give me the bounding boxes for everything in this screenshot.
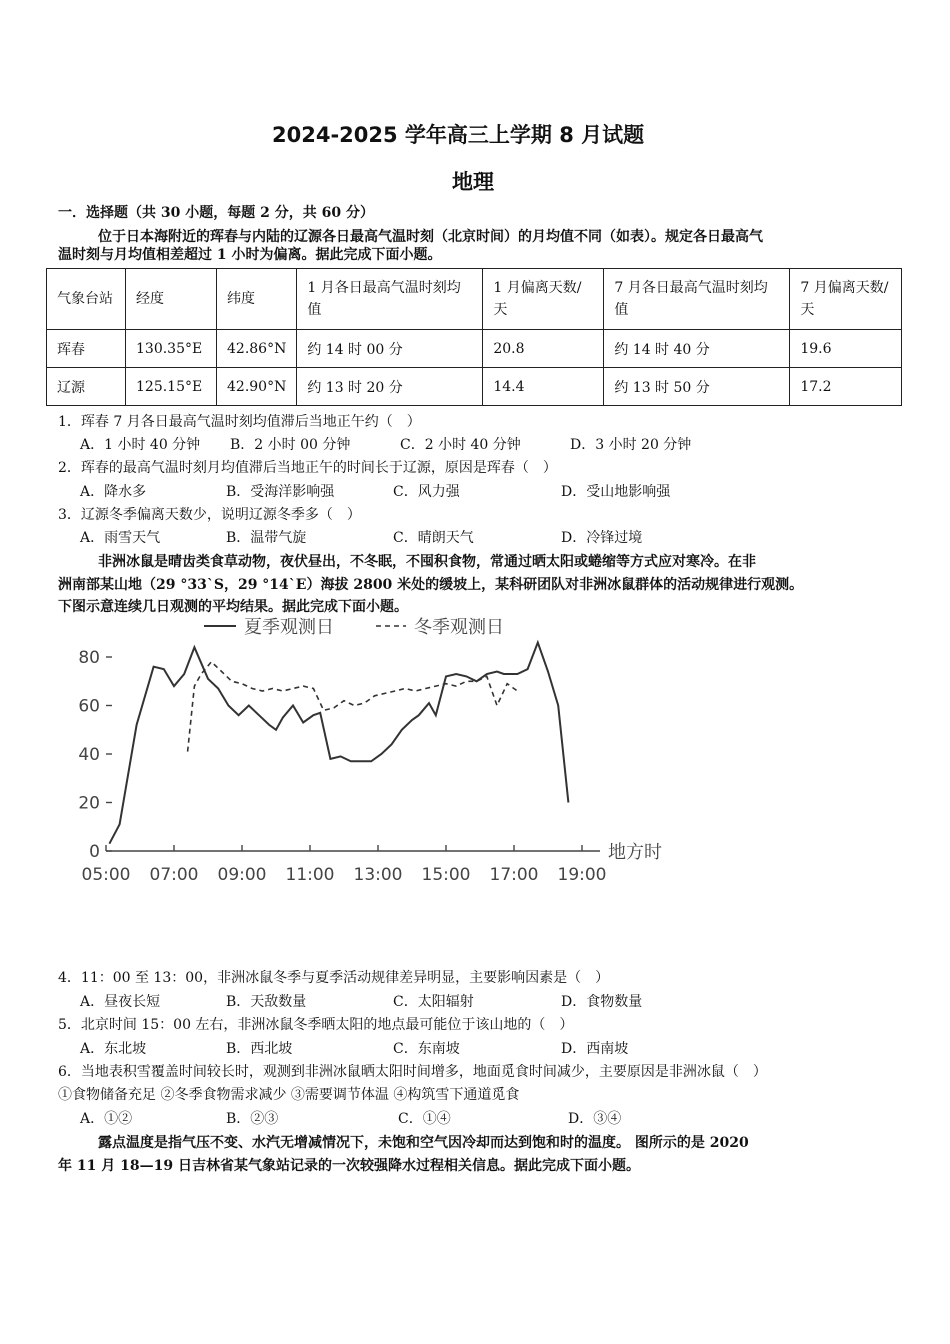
question-6-stem: 6．当地表积雪覆盖时间较长时，观测到非洲冰鼠晒太阳时间增多，地面觅食时间减少，主要原因是非洲冰鼠（ ）	[58, 1064, 767, 1080]
option-b[interactable]: B．西北坡	[226, 1041, 293, 1057]
option-a[interactable]: A．雨雪天气	[80, 530, 161, 546]
option-c[interactable]: C．东南坡	[393, 1041, 460, 1057]
exam-title: 2024-2025 学年高三上学期 8 月试题	[272, 123, 645, 147]
table-cell: 约 14 时 00 分	[297, 330, 483, 368]
option-a[interactable]: A．1 小时 40 分钟	[80, 437, 201, 453]
y-tick-label: 20	[78, 793, 100, 814]
question-5-stem: 5．北京时间 15：00 左右，非洲冰鼠冬季晒太阳的地点最可能位于该山地的（ ）	[58, 1017, 574, 1033]
passage1-line1: 位于日本海附近的珲春与内陆的辽源各日最高气温时刻（北京时间）的月均值不同（如表）。规定各日最高气	[98, 229, 763, 245]
option-d[interactable]: D．西南坡	[561, 1041, 629, 1057]
table-cell: 42.86°N	[217, 330, 297, 368]
passage1-line2: 温时刻与月均值相差超过 1 小时为偏离。据此完成下面小题。	[58, 247, 442, 263]
option-a[interactable]: A．①②	[80, 1111, 133, 1127]
table-cell: 125.15°E	[126, 368, 217, 406]
option-c[interactable]: C．2 小时 40 分钟	[400, 437, 521, 453]
question-2-stem: 2．珲春的最高气温时刻月均值滞后当地正午的时间长于辽源，原因是珲春（ ）	[58, 460, 557, 476]
option-a[interactable]: A．昼夜长短	[80, 994, 161, 1010]
option-b[interactable]: B．②③	[226, 1111, 279, 1127]
option-d[interactable]: D．③④	[568, 1111, 622, 1127]
table-header-cell: 7 月各日最高气温时刻均值	[604, 269, 790, 330]
option-a[interactable]: A．降水多	[80, 484, 147, 500]
y-tick-label: 40	[78, 745, 100, 765]
y-tick-label: 0	[89, 842, 100, 862]
question-3-stem: 3．辽源冬季偏离天数少，说明辽源冬季多（ ）	[58, 507, 361, 523]
option-c[interactable]: C．太阳辐射	[393, 994, 474, 1010]
table-header-row	[47, 269, 902, 330]
y-tick-label: 60	[78, 696, 100, 717]
passage2-line3: 下图示意连续几日观测的平均结果。据此完成下面小题。	[58, 599, 408, 615]
passage3-line2: 年 11 月 18—19 日吉林省某气象站记录的一次较强降水过程相关信息。据此完成下面小题。	[58, 1158, 640, 1174]
x-tick-label: 07:00	[149, 865, 199, 885]
summer-series-line	[109, 643, 568, 844]
table-cell: 19.6	[790, 330, 902, 368]
table-cell: 130.35°E	[126, 330, 217, 368]
passage2-line2: 洲南部某山地（29 °33`S，29 °14`E）海拔 2800 米处的缓坡上，某科研团队对非洲冰鼠群体的活动规律进行观测。	[58, 577, 804, 593]
x-tick-label: 05:00	[81, 865, 131, 885]
table-header-cell: 7 月偏离天数/天	[790, 269, 902, 330]
subject-title: 地理	[452, 170, 494, 194]
table-cell: 辽源	[47, 368, 126, 406]
table-cell: 20.8	[483, 330, 604, 368]
option-b[interactable]: B．受海洋影响强	[226, 484, 335, 500]
legend-winter-label: 冬季观测日	[414, 617, 504, 638]
option-d[interactable]: D．3 小时 20 分钟	[570, 437, 692, 453]
table-cell: 约 14 时 40 分	[604, 330, 790, 368]
x-tick-label: 11:00	[285, 865, 335, 885]
question-4-stem: 4．11：00 至 13：00，非洲冰鼠冬季与夏季活动规律差异明显，主要影响因素是（ ）	[58, 970, 610, 986]
table-header-cell: 1 月各日最高气温时刻均值	[297, 269, 483, 330]
table-cell: 42.90°N	[217, 368, 297, 406]
winter-series-line	[188, 662, 518, 752]
table-header-cell: 1 月偏离天数/天	[483, 269, 604, 330]
table-cell: 约 13 时 20 分	[297, 368, 483, 406]
question-6-choices: ①食物储备充足 ②冬季食物需求减少 ③需要调节体温 ④构筑雪下通道觅食	[58, 1087, 520, 1103]
option-c[interactable]: C．①④	[398, 1111, 451, 1127]
table-row	[47, 368, 902, 406]
option-c[interactable]: C．风力强	[393, 484, 460, 500]
question-1-stem: 1．珲春 7 月各日最高气温时刻均值滞后当地正午约（ ）	[58, 414, 421, 430]
x-axis-title: 地方时	[608, 842, 662, 863]
table-cell: 17.2	[790, 368, 902, 406]
legend-summer-label: 夏季观测日	[244, 617, 334, 638]
option-c[interactable]: C．晴朗天气	[393, 530, 474, 546]
table-header-cell: 纬度	[217, 269, 297, 330]
table-cell: 约 13 时 50 分	[604, 368, 790, 406]
table-cell: 珲春	[47, 330, 126, 368]
x-tick-label: 19:00	[557, 865, 607, 885]
option-d[interactable]: D．食物数量	[561, 994, 643, 1010]
option-b[interactable]: B．天敌数量	[226, 994, 307, 1010]
table-header-cell: 气象台站	[47, 269, 126, 330]
option-d[interactable]: D．受山地影响强	[561, 484, 671, 500]
table-cell: 14.4	[483, 368, 604, 406]
x-tick-label: 09:00	[217, 865, 267, 885]
table-header-cell: 经度	[126, 269, 217, 330]
y-tick-label: 80	[78, 648, 100, 668]
x-tick-label: 17:00	[489, 865, 539, 885]
climate-table	[46, 268, 902, 406]
x-tick-label: 15:00	[421, 865, 471, 885]
table-row	[47, 330, 902, 368]
option-b[interactable]: B．2 小时 00 分钟	[230, 437, 351, 453]
option-a[interactable]: A．东北坡	[80, 1041, 147, 1057]
passage2-line1: 非洲冰鼠是晴齿类食草动物，夜伏昼出，不冬眠，不囤积食物，常通过晒太阳或蜷缩等方式应对寒冷。在非	[98, 554, 756, 570]
x-tick-label: 13:00	[353, 865, 403, 885]
activity-line-chart	[60, 610, 700, 900]
passage3-line1: 露点温度是指气压不变、水汽无增减情况下，未饱和空气因冷却而达到饱和时的温度。 图所示的是 2020	[98, 1135, 749, 1151]
option-d[interactable]: D．冷锋过境	[561, 530, 643, 546]
chart-legend	[204, 617, 504, 638]
section-heading: 一．选择题（共 30 小题，每题 2 分，共 60 分）	[58, 205, 374, 221]
option-b[interactable]: B．温带气旋	[226, 530, 307, 546]
y-axis-ticks	[78, 648, 112, 862]
